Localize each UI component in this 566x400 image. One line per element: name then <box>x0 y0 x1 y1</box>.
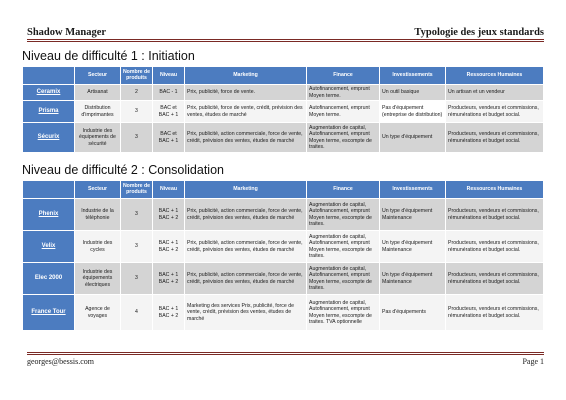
cell-secteur: Agence de voyages <box>75 295 121 331</box>
cell-marketing: Prix, publicité, force de vente, crédit, prévision des ventes, études de marché <box>185 101 307 123</box>
cell-niveau: BAC et BAC + 1 <box>153 123 185 153</box>
cell-produits: 3 <box>121 199 153 231</box>
column-header: Investissements <box>380 67 446 85</box>
column-header: Finance <box>307 67 380 85</box>
cell-secteur: Industrie des équipements de sécurité <box>75 123 121 153</box>
cell-secteur: Industrie des équipements électriques <box>75 263 121 295</box>
cell-marketing: Prix, publicité, force de vente. <box>185 85 307 101</box>
footer-email: georges@bessis.com <box>27 357 94 366</box>
cell-finance: Augmentation de capital, Autofinancement, emprunt Moyen terme, escompte de traites. TVA optionnelle <box>307 295 380 331</box>
cell-finance: Autofinancement, emprunt Moyen terme. <box>307 85 380 101</box>
footer-rule <box>27 352 544 353</box>
cell-finance: Augmentation de capital, Autofinancement, emprunt Moyen terme, escompte de traites. <box>307 123 380 153</box>
table-row <box>23 101 544 123</box>
cell-rh: Producteurs, vendeurs et commissions, rémunérations et budget social. <box>446 263 544 295</box>
cell-investissements: Un type d'équipement Maintenance <box>380 263 446 295</box>
cell-finance: Autofinancement, emprunt Moyen terme. <box>307 101 380 123</box>
cell-produits: 2 <box>121 85 153 101</box>
table-row <box>23 123 544 153</box>
cell-secteur: Artisanat <box>75 85 121 101</box>
cell-produits: 3 <box>121 101 153 123</box>
column-header-game <box>23 181 75 199</box>
cell-produits: 3 <box>121 123 153 153</box>
table-row <box>23 199 544 231</box>
column-header: Nombre de produits <box>121 67 153 85</box>
table-row <box>23 85 544 101</box>
column-header: Ressources Humaines <box>446 181 544 199</box>
column-header: Ressources Humaines <box>446 67 544 85</box>
column-header: Secteur <box>75 67 121 85</box>
cell-investissements: Un outil basique <box>380 85 446 101</box>
level-2-table <box>22 180 544 331</box>
header-rule <box>27 41 544 42</box>
game-link-velix[interactable]: Velix <box>23 231 75 263</box>
cell-niveau: BAC et BAC + 1 <box>153 101 185 123</box>
cell-finance: Augmentation de capital, Autofinancement, emprunt Moyen terme, escompte de traites. <box>307 199 380 231</box>
cell-investissements: Pas d'équipements <box>380 295 446 331</box>
column-header: Marketing <box>185 181 307 199</box>
column-header: Nombre de produits <box>121 181 153 199</box>
header-app-name: Shadow Manager <box>27 27 107 38</box>
cell-produits: 4 <box>121 295 153 331</box>
game-link-france-tour[interactable]: France Tour <box>23 295 75 331</box>
cell-rh: Producteurs, vendeurs et commissions, rémunérations et budget social. <box>446 199 544 231</box>
cell-rh: Producteurs, vendeurs et commissions, rémunérations et budget social. <box>446 123 544 153</box>
game-link-ceramix[interactable]: Ceramix <box>23 85 75 101</box>
cell-marketing: Prix, publicité, action commerciale, force de vente, crédit, prévision des ventes, études de marché <box>185 199 307 231</box>
cell-investissements: Un type d'équipement Maintenance <box>380 231 446 263</box>
game-label-elec-2000: Elec 2000 <box>23 263 75 295</box>
column-header: Finance <box>307 181 380 199</box>
cell-finance: Augmentation de capital, Autofinancement, emprunt Moyen terme, escompte de traites. <box>307 231 380 263</box>
game-link-phenix[interactable]: Phenix <box>23 199 75 231</box>
cell-rh: Producteurs, vendeurs et commissions, rémunérations et budget social. <box>446 101 544 123</box>
column-header-game <box>23 67 75 85</box>
level-1-table <box>22 66 544 153</box>
cell-finance: Augmentation de capital, Autofinancement, emprunt Moyen terme, escompte de traites. <box>307 263 380 295</box>
cell-niveau: BAC + 1 BAC + 2 <box>153 231 185 263</box>
section-title-level-2: Niveau de difficulté 2 : Consolidation <box>22 163 224 177</box>
cell-marketing: Prix, publicité, action commerciale, force de vente, crédit, prévision des ventes, études de marché <box>185 231 307 263</box>
cell-produits: 3 <box>121 231 153 263</box>
table-header-row <box>23 67 544 85</box>
cell-produits: 3 <box>121 263 153 295</box>
cell-rh: Un artisan et un vendeur <box>446 85 544 101</box>
cell-niveau: BAC + 1 BAC + 2 <box>153 295 185 331</box>
page-footer <box>27 357 544 369</box>
section-title-level-1: Niveau de difficulté 1 : Initiation <box>22 49 195 63</box>
page-header <box>27 24 544 38</box>
cell-investissements: Un type d'équipement Maintenance <box>380 199 446 231</box>
column-header: Investissements <box>380 181 446 199</box>
table-row <box>23 231 544 263</box>
cell-investissements: Pas d'équipement (entreprise de distribution) <box>380 101 446 123</box>
game-link-securix[interactable]: Sécurix <box>23 123 75 153</box>
footer-page-number: Page 1 <box>522 357 544 366</box>
column-header: Marketing <box>185 67 307 85</box>
column-header: Niveau <box>153 67 185 85</box>
table-row <box>23 295 544 331</box>
table-header-row <box>23 181 544 199</box>
column-header: Secteur <box>75 181 121 199</box>
header-document-title: Typologie des jeux standards <box>414 27 544 38</box>
column-header: Niveau <box>153 181 185 199</box>
footer-rule <box>27 354 544 355</box>
table-row <box>23 263 544 295</box>
cell-secteur: Industrie de la téléphonie <box>75 199 121 231</box>
cell-marketing: Marketing des services Prix, publicité, force de vente, crédit, prévision des ventes, études de marché <box>185 295 307 331</box>
game-link-prisma[interactable]: Prisma <box>23 101 75 123</box>
cell-niveau: BAC - 1 <box>153 85 185 101</box>
cell-niveau: BAC + 1 BAC + 2 <box>153 263 185 295</box>
cell-marketing: Prix, publicité, action commerciale, force de vente, crédit, prévision des ventes, études de marché <box>185 123 307 153</box>
cell-investissements: Un type d'équipement <box>380 123 446 153</box>
cell-rh: Producteurs, vendeurs et commissions, rémunérations et budget social. <box>446 295 544 331</box>
cell-niveau: BAC + 1 BAC + 2 <box>153 199 185 231</box>
cell-rh: Producteurs, vendeurs et commissions, rémunérations et budget social. <box>446 231 544 263</box>
cell-marketing: Prix, publicité, action commerciale, force de vente, crédit, prévision des ventes, études de marché <box>185 263 307 295</box>
cell-secteur: Industrie des cycles <box>75 231 121 263</box>
header-rule <box>27 39 544 40</box>
cell-secteur: Distribution d'imprimantes <box>75 101 121 123</box>
